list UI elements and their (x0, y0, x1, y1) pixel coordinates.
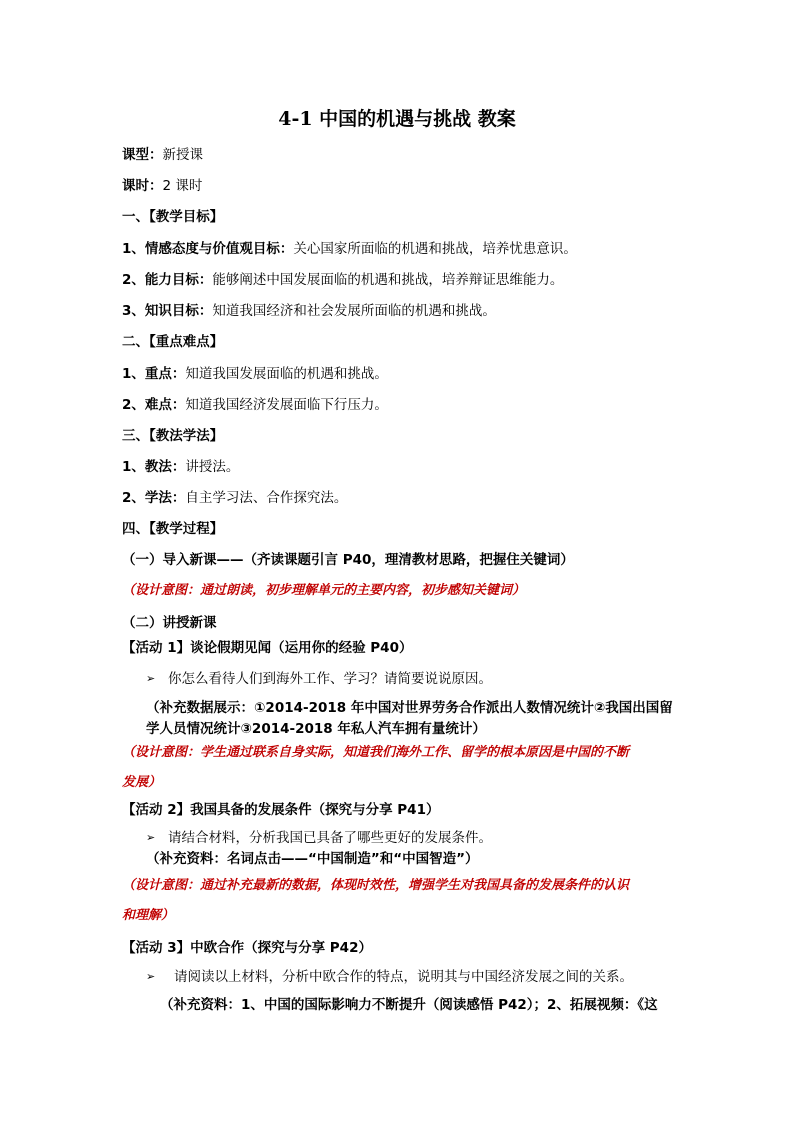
key-point-label: 1、重点： (122, 366, 186, 382)
section-heading-objectives: 一、【教学目标】 (122, 209, 224, 225)
design-intent: （设计意图：通过朗读，初步理解单元的主要内容，初步感知关键词） (122, 583, 526, 598)
intro-part: （一）导入新课——（齐读课题引言 P40，理清教材思路，把握住关键词） (122, 552, 574, 568)
arrow-bullet-icon: ➢ (146, 970, 156, 983)
activity-3-supplement: （补充资料：1、中国的国际影响力不断提升（阅读感悟 P42）；2、拓展视频：《这 (160, 997, 658, 1013)
activity-2-heading: 【活动 2】我国具备的发展条件（探究与分享 P41） (122, 802, 440, 818)
objective-item (122, 271, 563, 289)
key-point-item (122, 365, 388, 383)
lesson-type (122, 146, 203, 164)
design-intent: 和理解） (122, 908, 175, 923)
method-text: 自主学习法、合作探究法。 (185, 490, 348, 506)
objective-label: 1、情感态度与价值观目标： (122, 241, 294, 257)
design-intent: 发展） (122, 775, 162, 790)
objective-text: 能够阐述中国发展面临的机遇和挑战，培养辩证思维能力。 (212, 272, 564, 288)
activity-2-question: 请结合材料，分析我国已具备了哪些更好的发展条件。 (168, 830, 492, 846)
activity-3-heading: 【活动 3】中欧合作（探究与分享 P42） (122, 940, 372, 956)
activity-1-supplement: （补充数据展示：①2014-2018 年中国对世界劳务合作派出人数情况统计②我国出国留 (146, 700, 673, 716)
method-label: 2、学法： (122, 490, 186, 506)
objective-item (122, 240, 577, 258)
objective-text: 关心国家所面临的机遇和挑战，培养忧患意识。 (293, 241, 577, 257)
method-text: 讲授法。 (185, 459, 240, 475)
arrow-bullet-icon: ➢ (146, 831, 156, 844)
method-item (122, 458, 239, 476)
activity-3-question: 请阅读以上材料，分析中欧合作的特点，说明其与中国经济发展之间的关系。 (174, 969, 633, 985)
objective-label: 2、能力目标： (122, 272, 213, 288)
method-item (122, 489, 347, 507)
key-point-item (122, 396, 388, 414)
page-title: 4-1 中国的机遇与挑战 教案 (278, 108, 516, 130)
activity-1-supplement: 学人员情况统计③2014-2018 年私人汽车拥有量统计） (146, 721, 486, 737)
lesson-type-value: 新授课 (162, 147, 203, 163)
activity-2-supplement: （补充资料：名词点击——“中国制造”和“中国智造”） (146, 851, 479, 867)
teaching-part: （二）讲授新课 (122, 615, 217, 631)
key-point-text: 知道我国经济发展面临下行压力。 (185, 397, 388, 413)
lesson-type-label: 课型： (122, 147, 163, 163)
activity-1-heading: 【活动 1】谈论假期见闻（运用你的经验 P40） (122, 640, 413, 656)
arrow-bullet-icon: ➢ (146, 672, 156, 685)
design-intent: （设计意图：学生通过联系自身实际，知道我们海外工作、留学的根本原因是中国的不断 (122, 745, 630, 760)
objective-item (122, 302, 496, 320)
section-heading-methods: 三、【教法学法】 (122, 428, 224, 444)
objective-text: 知道我国经济和社会发展所面临的机遇和挑战。 (212, 303, 496, 319)
key-point-label: 2、难点： (122, 397, 186, 413)
design-intent: （设计意图：通过补充最新的数据，体现时效性，增强学生对我国具备的发展条件的认识 (122, 878, 630, 893)
lesson-time-value: 2 课时 (162, 178, 203, 194)
objective-label: 3、知识目标： (122, 303, 213, 319)
key-point-text: 知道我国发展面临的机遇和挑战。 (185, 366, 388, 382)
method-label: 1、教法： (122, 459, 186, 475)
lesson-time-label: 课时： (122, 178, 163, 194)
activity-1-question: 你怎么看待人们到海外工作、学习？请简要说说原因。 (168, 671, 492, 687)
section-heading-key-points: 二、【重点难点】 (122, 334, 224, 350)
section-heading-process: 四、【教学过程】 (122, 521, 224, 537)
lesson-time (122, 177, 202, 195)
